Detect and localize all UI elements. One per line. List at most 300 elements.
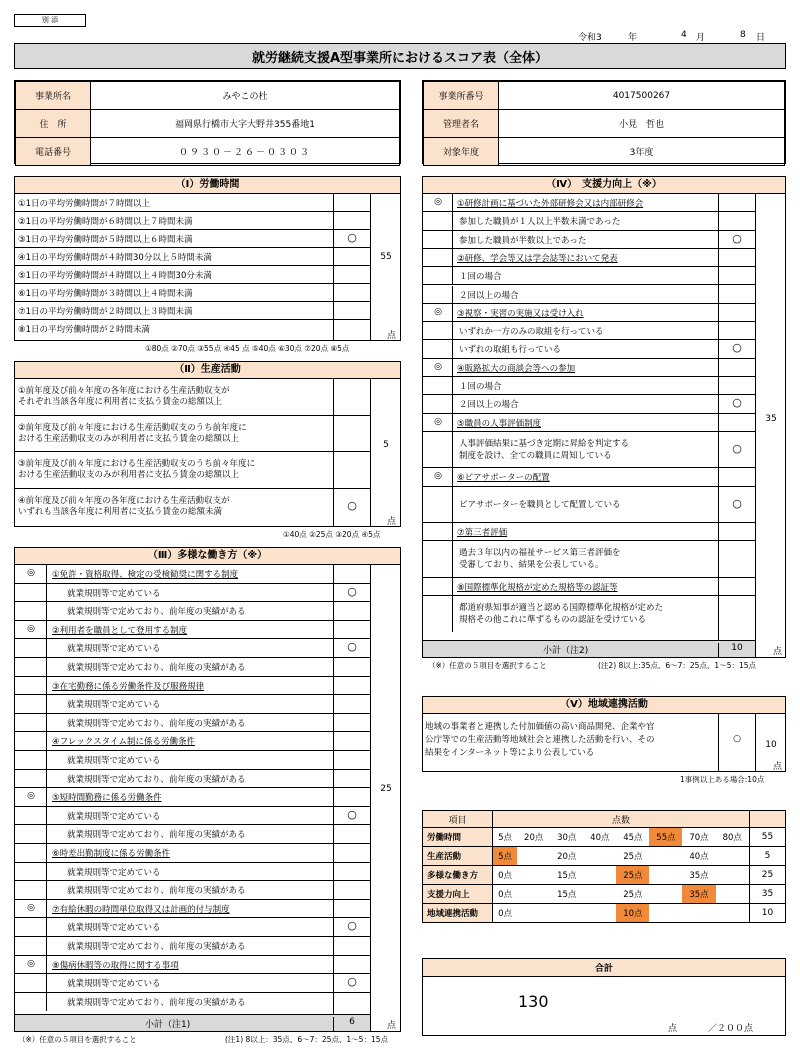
diverse-work-selected-mark: ◎ — [27, 958, 35, 969]
diverse-work-indent — [15, 714, 47, 732]
summary-row — [423, 866, 786, 885]
working-hours-row — [15, 212, 370, 230]
target-year-value: 3年度 — [499, 138, 785, 166]
working-hours-row-text: ⑥1日の平均労働時間が３時間以上４時間未満 — [18, 289, 193, 299]
diverse-work-indent — [15, 584, 47, 602]
diverse-work-sub-row — [15, 714, 370, 733]
summary-row-total: 10 — [750, 904, 786, 923]
diverse-work-heading: ③在宅勤務に係る労働条件及び服務規律 — [52, 681, 205, 692]
diverse-work-heading: ①免許・資格取得、検定の受検勧奨に関する制度 — [52, 570, 239, 580]
support-sub-row — [423, 212, 755, 230]
support-sub-mark: ○ — [732, 231, 742, 245]
diverse-work-sub-row — [15, 639, 370, 658]
working-hours-row-text: ⑦1日の平均労働時間が２時間以上３時間未満 — [18, 307, 193, 317]
address-label: 住 所 — [16, 110, 91, 138]
diverse-work-sub-row — [15, 695, 370, 714]
diverse-work-sub-mark: ○ — [347, 640, 357, 654]
diverse-work-indent — [15, 825, 47, 843]
date-month-unit: 月 — [696, 33, 706, 43]
support-sub-mark: ○ — [732, 396, 742, 410]
summary-cell — [517, 866, 550, 885]
diverse-work-heading: ⑥時差出勤制度に係る労働条件 — [52, 849, 171, 859]
support-detail-row — [423, 541, 755, 577]
support-detail-line2: 制度を設け、全ての職員に周知している — [459, 450, 612, 461]
section-community-unit: 点 — [773, 762, 783, 772]
summary-row — [423, 847, 786, 866]
section-support-note-left: （※）任意の５項目を選択すること — [428, 661, 547, 670]
support-heading: ⑧国際標準化規格が定めた規格等の認証等 — [457, 582, 618, 593]
summary-cell — [583, 885, 616, 904]
section-diverse-work-unit: 点 — [387, 1021, 397, 1031]
diverse-work-sub-text: 就業規則等で定めている — [67, 979, 161, 990]
section-production-note: ①40点 ②25点 ③20点 ④5点 — [283, 530, 381, 539]
summary-row-total: 35 — [750, 885, 786, 904]
diverse-work-heading-row — [15, 956, 370, 975]
working-hours-row-mark: ○ — [347, 231, 357, 244]
production-row — [15, 489, 370, 526]
diverse-work-sub-text: 就業規則等で定めている — [67, 867, 161, 878]
support-detail-text — [459, 438, 629, 462]
support-selected-mark: ◎ — [434, 471, 442, 482]
working-hours-row — [15, 320, 370, 338]
support-selected-mark: ◎ — [434, 416, 442, 427]
support-heading-row — [423, 414, 755, 432]
diverse-work-selected-mark: ◎ — [27, 568, 35, 578]
diverse-work-sub-row — [15, 770, 370, 789]
section-diverse-work-subtotal-value: 6 — [333, 1017, 370, 1031]
summary-cell: 40点 — [583, 828, 616, 847]
section-support-unit: 点 — [773, 647, 783, 657]
total-label: 合計 — [594, 964, 613, 974]
section-community-line3: 結果をインターネット等により公表している — [425, 748, 595, 758]
diverse-work-sub-text: 就業規則等で定めており、前年度の実績がある — [67, 663, 246, 673]
summary-header-points: 点数 — [493, 811, 750, 828]
diverse-work-sub-text: 就業規則等で定めている — [67, 700, 161, 711]
total-box — [422, 958, 786, 1036]
working-hours-row-text: ④1日の平均労働時間が４時間30分以上５時間未満 — [18, 253, 212, 263]
info-right-table — [422, 80, 786, 164]
production-row-text — [18, 459, 255, 481]
support-indent — [423, 267, 453, 284]
support-indent — [423, 487, 453, 522]
summary-row-label: 多様な働き方 — [423, 866, 493, 885]
summary-cell — [517, 885, 550, 904]
support-selected-cell — [423, 578, 453, 595]
summary-cell: 0点 — [493, 904, 518, 923]
working-hours-row — [15, 266, 370, 284]
diverse-work-selected-mark: ◎ — [27, 902, 35, 913]
diverse-work-selected-cell — [15, 844, 47, 862]
diverse-work-heading-row — [15, 732, 370, 751]
diverse-work-indent — [15, 863, 47, 881]
section-diverse-work-note-left: （※）任意の５項目を選択すること — [18, 1035, 137, 1044]
support-detail-line2: 規格その他これに準ずるものの認証を受けている — [459, 615, 647, 625]
production-row — [15, 416, 370, 453]
diverse-work-heading-row — [15, 621, 370, 640]
section-community-line2: 公庁等での生産活動等地域社会と連携した活動を行い、その — [425, 735, 655, 745]
section-community — [422, 696, 786, 772]
summary-header-item: 項目 — [423, 811, 493, 828]
summary-cell: 35点 — [682, 866, 715, 885]
section-support-note-right: (注2) 8以上:35点、6～7：25点、1～5：15点 — [598, 661, 757, 670]
summary-cell: 25点 — [616, 847, 649, 866]
section-support — [422, 176, 786, 658]
production-row-text — [18, 386, 230, 408]
support-indent — [423, 286, 453, 303]
support-sub-text: いずれの取組も行っている — [459, 345, 562, 356]
diverse-work-sub-mark: ○ — [347, 807, 357, 821]
section-community-title: （Ⅴ）地域連携活動 — [423, 697, 785, 714]
support-sub-row — [423, 267, 755, 285]
diverse-work-indent — [15, 937, 47, 955]
support-detail-row — [423, 432, 755, 468]
date-day: 8 — [740, 30, 746, 40]
support-heading-row — [423, 359, 755, 377]
total-value: 130 — [518, 992, 549, 1011]
diverse-work-selected-cell — [15, 732, 47, 750]
support-sub-text: １回の場合 — [459, 382, 502, 392]
support-selected-mark: ◎ — [434, 306, 442, 317]
diverse-work-heading-row — [15, 844, 370, 863]
production-row-line2: おける生産活動収支のみが利用者に支払う賃金の総額以上 — [18, 470, 240, 480]
diverse-work-indent — [15, 770, 47, 788]
diverse-work-sub-text: 就業規則等で定めている — [67, 588, 161, 599]
diverse-work-indent — [15, 974, 47, 992]
facility-name-value: みやこの杜 — [91, 82, 400, 110]
support-detail-line1: 都道府県知事が適当と認める国際標準化規格が定めた — [459, 603, 664, 613]
summary-row — [423, 885, 786, 904]
diverse-work-sub-text: 就業規則等で定めている — [67, 644, 161, 655]
section-production — [14, 361, 401, 527]
manager-value: 小見 哲也 — [499, 110, 785, 138]
support-heading: ⑤職員の人事評価制度 — [457, 418, 542, 429]
summary-cell: 5点 — [493, 847, 518, 866]
support-sub-text: 参加した職員が１人以上半数未満であった — [459, 217, 621, 228]
summary-cell: 5点 — [493, 828, 518, 847]
diverse-work-indent — [15, 881, 47, 899]
support-detail-row — [423, 596, 755, 632]
summary-row-label: 地域連携活動 — [423, 904, 493, 923]
summary-cell — [517, 847, 550, 866]
summary-cell — [716, 904, 750, 923]
section-support-score: 35 — [765, 414, 777, 424]
production-row-line2: いずれも当該各年度に利用者に支払う賃金の総額未満 — [18, 506, 223, 517]
section-production-score: 5 — [383, 440, 389, 450]
support-sub-row — [423, 377, 755, 395]
section-working-hours — [14, 176, 401, 341]
summary-cell: 40点 — [682, 847, 715, 866]
summary-row-total: 5 — [750, 847, 786, 866]
summary-cell — [517, 904, 550, 923]
production-row-line1: ④前年度及び前々年度の各年度における生産活動収支が — [18, 495, 230, 506]
section-diverse-work-subtotal-label: 小計（注1) — [145, 1020, 191, 1030]
page-title: 就労継続支援A型事業所におけるスコア表（全体） — [14, 43, 786, 69]
diverse-work-heading-row — [15, 565, 370, 584]
diverse-work-indent — [15, 658, 47, 676]
diverse-work-sub-text: 就業規則等で定めている — [67, 811, 161, 822]
summary-cell — [716, 885, 750, 904]
diverse-work-sub-text: 就業規則等で定めている — [67, 756, 161, 766]
diverse-work-heading: ⑦有給休暇の時間単位取得又は計画的付与制度 — [52, 904, 230, 915]
diverse-work-heading-row — [15, 677, 370, 696]
facility-name-label: 事業所名 — [16, 82, 91, 110]
support-sub-row — [423, 231, 755, 249]
summary-table — [422, 810, 786, 922]
diverse-work-sub-row — [15, 993, 370, 1012]
diverse-work-indent — [15, 918, 47, 936]
diverse-work-sub-row — [15, 807, 370, 826]
summary-cell: 45点 — [616, 828, 649, 847]
summary-cell — [716, 847, 750, 866]
diverse-work-selected-mark: ◎ — [27, 791, 35, 802]
diverse-work-sub-mark: ○ — [347, 584, 357, 598]
diverse-work-sub-mark: ○ — [347, 975, 357, 989]
diverse-work-selected-mark: ◎ — [27, 623, 35, 634]
summary-cell — [550, 904, 583, 923]
manager-label: 管理者名 — [424, 110, 499, 138]
working-hours-row-text: ⑤1日の平均労働時間が４時間以上４時間30分未満 — [18, 271, 212, 281]
support-indent — [423, 395, 453, 412]
production-row-line2: おける生産活動収支のみが利用者に支払う賃金の総額以上 — [18, 433, 240, 444]
date-month: 4 — [681, 30, 687, 40]
support-detail-mark: ○ — [732, 496, 742, 510]
production-row-line2: それぞれ当該各年度に利用者に支払う賃金の総額以上 — [18, 397, 223, 407]
support-sub-row — [423, 340, 755, 358]
diverse-work-heading: ⑤短時間勤務に係る労働条件 — [52, 793, 162, 804]
address-value: 福岡県行橋市大字大野井355番地1 — [91, 110, 400, 138]
section-support-subtotal-value: 10 — [718, 643, 755, 657]
working-hours-row — [15, 230, 370, 248]
production-row — [15, 379, 370, 416]
support-indent — [423, 212, 453, 229]
diverse-work-indent — [15, 695, 47, 713]
support-heading: ⑦第三者評価 — [457, 528, 508, 538]
support-heading-row — [423, 304, 755, 322]
support-heading-row — [423, 578, 755, 596]
support-indent — [423, 377, 453, 394]
summary-cell: 30点 — [550, 828, 583, 847]
summary-cell: 20点 — [550, 847, 583, 866]
summary-cell: 10点 — [616, 904, 649, 923]
support-heading-row — [423, 523, 755, 541]
support-detail-line1: ピアサポーターを職員として配置している — [459, 499, 621, 510]
support-sub-text: 参加した職員が半数以上であった — [459, 235, 587, 246]
production-row-text — [18, 496, 230, 518]
section-community-line1: 地域の事業者と連携した付加価値の高い商品開発、企業や官 — [425, 722, 655, 732]
diverse-work-sub-row — [15, 751, 370, 770]
support-heading-row — [423, 249, 755, 267]
diverse-work-sub-mark: ○ — [347, 919, 357, 933]
section-support-title: （Ⅳ） 支援力向上（※） — [423, 177, 785, 194]
diverse-work-sub-row — [15, 881, 370, 900]
attachment-label: 別 添 — [14, 14, 86, 27]
support-indent — [423, 322, 453, 339]
diverse-work-selected-cell — [15, 677, 47, 695]
working-hours-row — [15, 302, 370, 320]
support-heading: ⑥ピアサポーターの配置 — [457, 473, 550, 484]
section-community-note: 1事例以上ある場合:10点 — [680, 775, 765, 784]
support-selected-cell — [423, 523, 453, 540]
diverse-work-heading: ②利用者を職員として登用する制度 — [52, 625, 188, 636]
section-diverse-work-score: 25 — [380, 784, 392, 794]
diverse-work-sub-row — [15, 937, 370, 956]
diverse-work-indent — [15, 807, 47, 825]
date-day-unit: 日 — [756, 33, 766, 43]
support-sub-text: ２回以上の場合 — [459, 290, 519, 301]
summary-cell — [583, 847, 616, 866]
support-detail-text — [459, 547, 621, 571]
support-detail-text — [459, 602, 663, 626]
support-sub-row — [423, 395, 755, 413]
diverse-work-heading: ④フレックスタイム制に係る労働条件 — [52, 737, 195, 748]
diverse-work-sub-text: 就業規則等で定めており、前年度の実績がある — [67, 997, 246, 1008]
summary-cell: 20点 — [517, 828, 550, 847]
support-indent — [423, 596, 453, 632]
support-selected-mark: ◎ — [434, 361, 442, 372]
production-row-line1: ①前年度及び前々年度の各年度における生産活動収支が — [18, 386, 230, 396]
support-sub-text: いずれか一方のみの取組を行っている — [459, 327, 604, 338]
summary-row-label: 支援力向上 — [423, 885, 493, 904]
working-hours-row-text: ①1日の平均労働時間が７時間以上 — [18, 199, 151, 209]
production-row-text — [18, 423, 247, 445]
support-heading: ④販路拡大の商談会等への参加 — [457, 363, 576, 374]
diverse-work-heading-row — [15, 788, 370, 807]
summary-cell: 25点 — [616, 866, 649, 885]
section-diverse-work-subtotal-row — [15, 1014, 370, 1031]
total-unit: 点 — [668, 1024, 678, 1034]
production-row-line1: ②前年度及び前々年度における生産活動収支のうち前年度に — [18, 422, 247, 433]
support-detail-line2: 受審しており、結果を公表している。 — [459, 560, 604, 571]
support-heading-row — [423, 468, 755, 486]
support-sub-row — [423, 286, 755, 304]
diverse-work-indent — [15, 639, 47, 657]
section-working-hours-title: （Ⅰ）労働時間 — [15, 177, 400, 194]
support-detail-text — [459, 499, 621, 511]
summary-cell: 35点 — [682, 885, 715, 904]
summary-row-total: 25 — [750, 866, 786, 885]
summary-cell — [682, 904, 715, 923]
diverse-work-sub-row — [15, 863, 370, 882]
working-hours-row-text: ②1日の平均労働時間が６時間以上７時間未満 — [18, 217, 193, 227]
diverse-work-indent — [15, 602, 47, 620]
support-sub-row — [423, 322, 755, 340]
section-support-subtotal-row — [423, 640, 755, 657]
info-left-table — [14, 80, 401, 164]
section-community-description — [425, 721, 715, 760]
summary-cell: 80点 — [716, 828, 750, 847]
summary-cell — [583, 866, 616, 885]
phone-label: 電話番号 — [16, 138, 91, 166]
diverse-work-sub-row — [15, 825, 370, 844]
summary-cell — [649, 885, 682, 904]
summary-row-label: 生産活動 — [423, 847, 493, 866]
section-support-subtotal-label: 小計（注2) — [543, 646, 589, 656]
support-sub-text: ２回以上の場合 — [459, 400, 519, 411]
support-heading: ②研修、学会等又は学会誌等において発表 — [457, 253, 618, 264]
diverse-work-sub-text: 就業規則等で定めており、前年度の実績がある — [67, 886, 246, 897]
summary-cell: 0点 — [493, 866, 518, 885]
summary-row — [423, 904, 786, 923]
section-community-score: 10 — [765, 740, 777, 750]
section-working-hours-note: ①80点 ②70点 ③55点 ④45 点 ⑤40点 ⑥30点 ⑦20点 ⑧5点 — [145, 344, 350, 353]
working-hours-row — [15, 248, 370, 266]
date — [578, 30, 788, 43]
working-hours-row — [15, 194, 370, 212]
diverse-work-sub-text: 就業規則等で定めている — [67, 923, 161, 934]
summary-cell — [649, 866, 682, 885]
support-indent — [423, 432, 453, 467]
facility-number-value: 4017500267 — [499, 82, 785, 110]
summary-cell: 70点 — [682, 828, 715, 847]
section-working-hours-score: 55 — [380, 252, 392, 262]
diverse-work-indent — [15, 751, 47, 769]
support-detail-mark: ○ — [732, 441, 742, 455]
support-heading: ①研修計画に基づいた外部研修会又は内部研修会 — [457, 199, 644, 209]
date-era: 令和3 — [578, 33, 602, 43]
production-row — [15, 452, 370, 489]
summary-row-label: 労働時間 — [423, 828, 493, 847]
production-row-line1: ③前年度及び前々年度における生産活動収支のうち前々年度に — [18, 459, 256, 469]
diverse-work-sub-text: 就業規則等で定めており、前年度の実績がある — [67, 942, 246, 952]
diverse-work-sub-row — [15, 974, 370, 993]
section-production-unit: 点 — [387, 517, 397, 527]
support-heading: ③視察・実習の実施又は受け入れ — [457, 308, 584, 319]
summary-cell: 15点 — [550, 885, 583, 904]
support-selected-mark: ◎ — [434, 197, 442, 207]
working-hours-row-text: ⑧1日の平均労働時間が２時間未満 — [18, 325, 151, 335]
total-max: ／２００点 — [708, 1024, 754, 1034]
summary-row-total: 55 — [750, 828, 786, 847]
summary-cell — [716, 866, 750, 885]
diverse-work-sub-text: 就業規則等で定めており、前年度の実績がある — [67, 774, 246, 785]
diverse-work-sub-row — [15, 918, 370, 937]
section-diverse-work-title: （Ⅲ）多様な働き方（※） — [15, 548, 400, 565]
summary-cell: 0点 — [493, 885, 518, 904]
diverse-work-sub-text: 就業規則等で定めており、前年度の実績がある — [67, 718, 246, 729]
support-indent — [423, 340, 453, 357]
support-sub-mark: ○ — [732, 341, 742, 355]
support-heading-row — [423, 194, 755, 212]
diverse-work-sub-row — [15, 584, 370, 603]
target-year-label: 対象年度 — [424, 138, 499, 166]
diverse-work-sub-text: 就業規則等で定めており、前年度の実績がある — [67, 607, 246, 618]
diverse-work-sub-row — [15, 602, 370, 621]
diverse-work-heading: ⑧傷病休暇等の取得に関する事項 — [52, 960, 179, 971]
date-year-unit: 年 — [628, 33, 638, 43]
section-diverse-work — [14, 547, 401, 1032]
section-production-title: （Ⅱ）生産活動 — [15, 362, 400, 379]
support-sub-text: １回の場合 — [459, 272, 502, 283]
working-hours-row-text: ③1日の平均労働時間が５時間以上６時間未満 — [18, 235, 193, 245]
working-hours-row — [15, 284, 370, 302]
support-detail-row — [423, 487, 755, 523]
summary-row — [423, 828, 786, 847]
summary-cell — [649, 847, 682, 866]
section-diverse-work-note-right: (注1) 8以上：35点、6～7：25点、1～5：15点 — [225, 1035, 388, 1044]
support-detail-line1: 過去３年以内の福祉サービス第三者評価を — [459, 548, 621, 559]
support-selected-cell — [423, 249, 453, 266]
support-indent — [423, 541, 453, 576]
summary-cell: 55点 — [649, 828, 682, 847]
diverse-work-sub-row — [15, 658, 370, 677]
diverse-work-heading-row — [15, 900, 370, 919]
phone-value: ０９３０－２６－０３０３ — [91, 138, 400, 166]
diverse-work-indent — [15, 993, 47, 1012]
facility-number-label: 事業所番号 — [424, 82, 499, 110]
summary-cell — [649, 904, 682, 923]
section-working-hours-unit: 点 — [387, 331, 397, 341]
summary-cell: 15点 — [550, 866, 583, 885]
